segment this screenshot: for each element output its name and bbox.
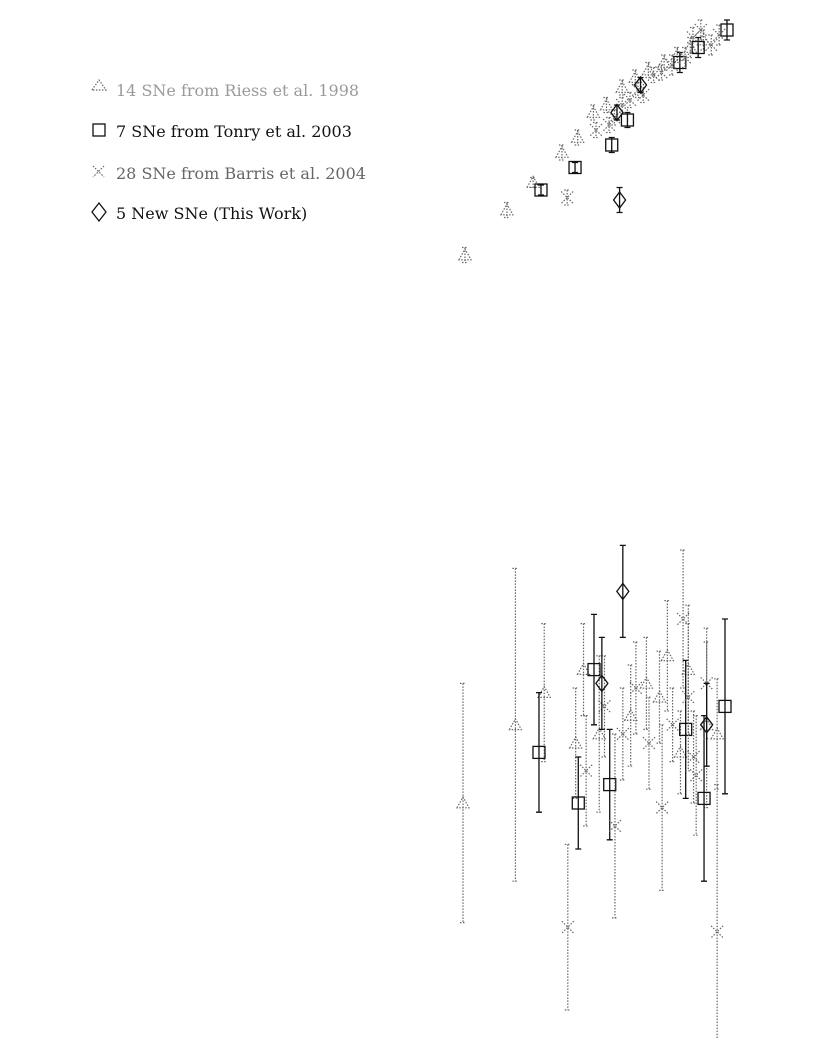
data-point bbox=[600, 98, 612, 113]
data-point bbox=[590, 123, 602, 138]
data-point bbox=[661, 601, 673, 711]
data-point bbox=[625, 665, 637, 766]
data-point bbox=[604, 729, 616, 839]
data-point bbox=[617, 688, 629, 780]
data-point bbox=[711, 679, 723, 789]
upper-panel bbox=[459, 20, 733, 263]
legend-label-thiswork: 5 New SNe (This Work) bbox=[116, 204, 308, 223]
error-bar bbox=[565, 844, 571, 1010]
data-point bbox=[603, 118, 615, 133]
error-bar bbox=[624, 113, 630, 128]
data-point bbox=[648, 68, 660, 83]
data-point bbox=[643, 697, 655, 789]
lower-panel bbox=[457, 545, 731, 1038]
error-bar bbox=[606, 118, 612, 133]
data-point bbox=[721, 20, 733, 40]
data-point bbox=[501, 203, 513, 218]
error-bar bbox=[538, 185, 544, 195]
data-point bbox=[527, 177, 539, 188]
data-point bbox=[533, 693, 545, 813]
data-point bbox=[570, 688, 582, 798]
legend-x-marker bbox=[93, 166, 104, 177]
data-point bbox=[459, 248, 471, 263]
error-bar bbox=[714, 785, 720, 1038]
data-point bbox=[698, 716, 710, 882]
error-bar bbox=[460, 683, 466, 922]
error-bar bbox=[609, 138, 615, 153]
data-point bbox=[667, 688, 679, 762]
error-bar bbox=[572, 163, 578, 173]
data-point bbox=[666, 55, 678, 75]
data-point bbox=[572, 130, 584, 145]
legend-label-tonry: 7 SNe from Tonry et al. 2003 bbox=[116, 122, 352, 141]
data-point bbox=[569, 162, 581, 174]
data-point bbox=[679, 48, 691, 68]
error-bar bbox=[541, 624, 547, 762]
legend-entry-riess bbox=[92, 80, 359, 100]
error-bar bbox=[670, 688, 676, 762]
data-point bbox=[640, 637, 652, 729]
legend-entry-tonry bbox=[93, 122, 352, 141]
data-point bbox=[658, 55, 670, 70]
data-point bbox=[711, 785, 723, 1038]
data-point bbox=[621, 113, 633, 128]
data-point bbox=[572, 757, 584, 849]
error-bar bbox=[664, 601, 670, 711]
error-bar bbox=[612, 734, 618, 918]
error-bar bbox=[659, 725, 665, 891]
data-point bbox=[509, 568, 521, 881]
legend-triangle-marker bbox=[92, 80, 106, 90]
data-point bbox=[457, 683, 469, 922]
data-point bbox=[656, 725, 668, 891]
data-point bbox=[587, 105, 599, 120]
legend bbox=[92, 80, 366, 223]
legend-square-marker bbox=[93, 124, 105, 136]
error-bar bbox=[575, 757, 581, 849]
data-point bbox=[654, 651, 666, 743]
error-bar bbox=[512, 568, 518, 881]
data-point bbox=[562, 844, 574, 1010]
data-point bbox=[561, 190, 573, 205]
data-point bbox=[680, 660, 692, 798]
data-point bbox=[556, 145, 568, 160]
legend-label-barris: 28 SNe from Barris et al. 2004 bbox=[116, 164, 366, 183]
data-point bbox=[677, 550, 689, 688]
data-point bbox=[616, 80, 628, 95]
error-bar bbox=[591, 614, 597, 724]
error-bar bbox=[714, 679, 720, 789]
data-point bbox=[719, 619, 731, 794]
data-point bbox=[617, 545, 629, 637]
error-bar bbox=[657, 651, 663, 743]
error-bar bbox=[593, 123, 599, 138]
data-point bbox=[624, 93, 636, 108]
data-point bbox=[614, 188, 626, 213]
error-bar bbox=[628, 665, 634, 766]
data-point bbox=[701, 683, 713, 766]
legend-entry-barris bbox=[93, 164, 366, 183]
data-point bbox=[588, 614, 600, 724]
error-bar bbox=[564, 190, 570, 205]
data-point bbox=[596, 637, 608, 729]
legend-label-riess: 14 SNe from Riess et al. 1998 bbox=[116, 81, 360, 100]
error-bar bbox=[536, 693, 542, 813]
error-bar bbox=[620, 545, 626, 637]
data-point bbox=[535, 184, 547, 196]
data-point bbox=[682, 624, 694, 771]
error-bar bbox=[682, 48, 688, 68]
data-point bbox=[606, 138, 618, 153]
error-bar bbox=[620, 688, 626, 780]
legend-entry-thiswork bbox=[92, 203, 307, 223]
error-bar bbox=[646, 697, 652, 789]
data-point bbox=[609, 734, 621, 918]
error-bar bbox=[722, 619, 728, 794]
error-bar bbox=[581, 624, 587, 716]
data-point bbox=[688, 711, 700, 803]
legend-diamond-marker bbox=[92, 203, 106, 221]
